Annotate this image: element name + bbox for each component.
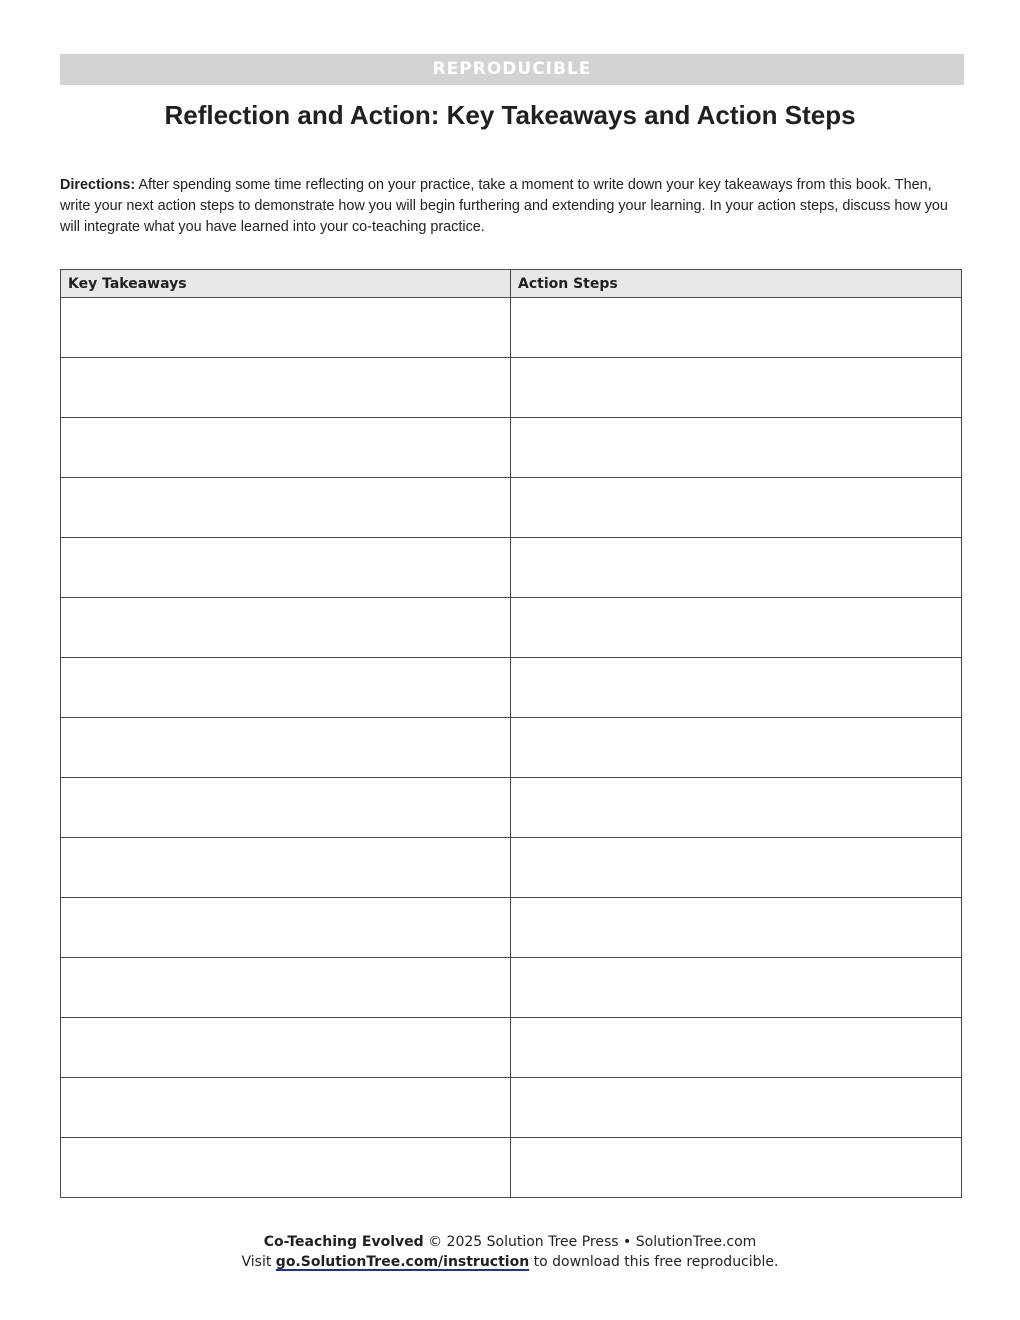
page-title: Reflection and Action: Key Takeaways and Action Steps	[164, 100, 856, 130]
directions-paragraph	[60, 175, 960, 238]
key-takeaway-cell[interactable]	[61, 418, 511, 478]
key-takeaway-cell[interactable]	[61, 958, 511, 1018]
table-row	[61, 538, 962, 598]
action-step-cell[interactable]	[511, 838, 962, 898]
column-header-key-takeaways: Key Takeaways	[61, 270, 511, 298]
action-step-cell[interactable]	[511, 1078, 962, 1138]
action-step-cell[interactable]	[511, 1138, 962, 1198]
footer-download-link[interactable]: go.SolutionTree.com/instruction	[275, 1254, 530, 1270]
table-row	[61, 1018, 962, 1078]
reproducible-banner: REPRODUCIBLE	[60, 54, 964, 85]
table-row	[61, 958, 962, 1018]
action-step-cell[interactable]	[511, 358, 962, 418]
footer-visit-prefix: Visit	[241, 1254, 276, 1270]
table-row	[61, 478, 962, 538]
action-step-cell[interactable]	[511, 658, 962, 718]
table-row	[61, 418, 962, 478]
table-row	[61, 778, 962, 838]
action-step-cell[interactable]	[511, 958, 962, 1018]
table-header-row	[61, 270, 962, 298]
key-takeaway-cell[interactable]	[61, 298, 511, 358]
key-takeaway-cell[interactable]	[61, 478, 511, 538]
table-row	[61, 598, 962, 658]
page-footer	[0, 1232, 1020, 1272]
table-row	[61, 358, 962, 418]
table-row	[61, 718, 962, 778]
table-row	[61, 898, 962, 958]
table-row	[61, 838, 962, 898]
key-takeaway-cell[interactable]	[61, 718, 511, 778]
key-takeaway-cell[interactable]	[61, 1138, 511, 1198]
footer-visit-line	[0, 1252, 1020, 1272]
key-takeaway-cell[interactable]	[61, 358, 511, 418]
table-row	[61, 658, 962, 718]
directions-label: Directions:	[60, 177, 136, 193]
action-step-cell[interactable]	[511, 718, 962, 778]
footer-visit-suffix: to download this free reproducible.	[529, 1254, 779, 1270]
footer-copyright-line	[0, 1232, 1020, 1252]
key-takeaway-cell[interactable]	[61, 898, 511, 958]
action-step-cell[interactable]	[511, 538, 962, 598]
table-body	[61, 298, 962, 1198]
directions-text: After spending some time reflecting on your practice, take a moment to write down your key takeaways from this book. Then, write your next action steps to demonstrate how you will begin furthering and extending your learning. In your action steps, discuss how you will integrate what you have learned into your co-teaching practice.	[60, 177, 948, 235]
action-step-cell[interactable]	[511, 898, 962, 958]
action-step-cell[interactable]	[511, 598, 962, 658]
takeaways-action-table	[60, 269, 962, 1198]
key-takeaway-cell[interactable]	[61, 598, 511, 658]
action-step-cell[interactable]	[511, 1018, 962, 1078]
key-takeaway-cell[interactable]	[61, 1078, 511, 1138]
footer-copyright: © 2025 Solution Tree Press • SolutionTree.com	[423, 1234, 757, 1250]
table-row	[61, 1078, 962, 1138]
column-header-action-steps: Action Steps	[511, 270, 962, 298]
table-row	[61, 298, 962, 358]
key-takeaway-cell[interactable]	[61, 1018, 511, 1078]
action-step-cell[interactable]	[511, 418, 962, 478]
key-takeaway-cell[interactable]	[61, 538, 511, 598]
action-step-cell[interactable]	[511, 778, 962, 838]
action-step-cell[interactable]	[511, 298, 962, 358]
table-row	[61, 1138, 962, 1198]
key-takeaway-cell[interactable]	[61, 838, 511, 898]
key-takeaway-cell[interactable]	[61, 658, 511, 718]
action-step-cell[interactable]	[511, 478, 962, 538]
key-takeaway-cell[interactable]	[61, 778, 511, 838]
footer-book-title: Co-Teaching Evolved	[263, 1234, 424, 1250]
